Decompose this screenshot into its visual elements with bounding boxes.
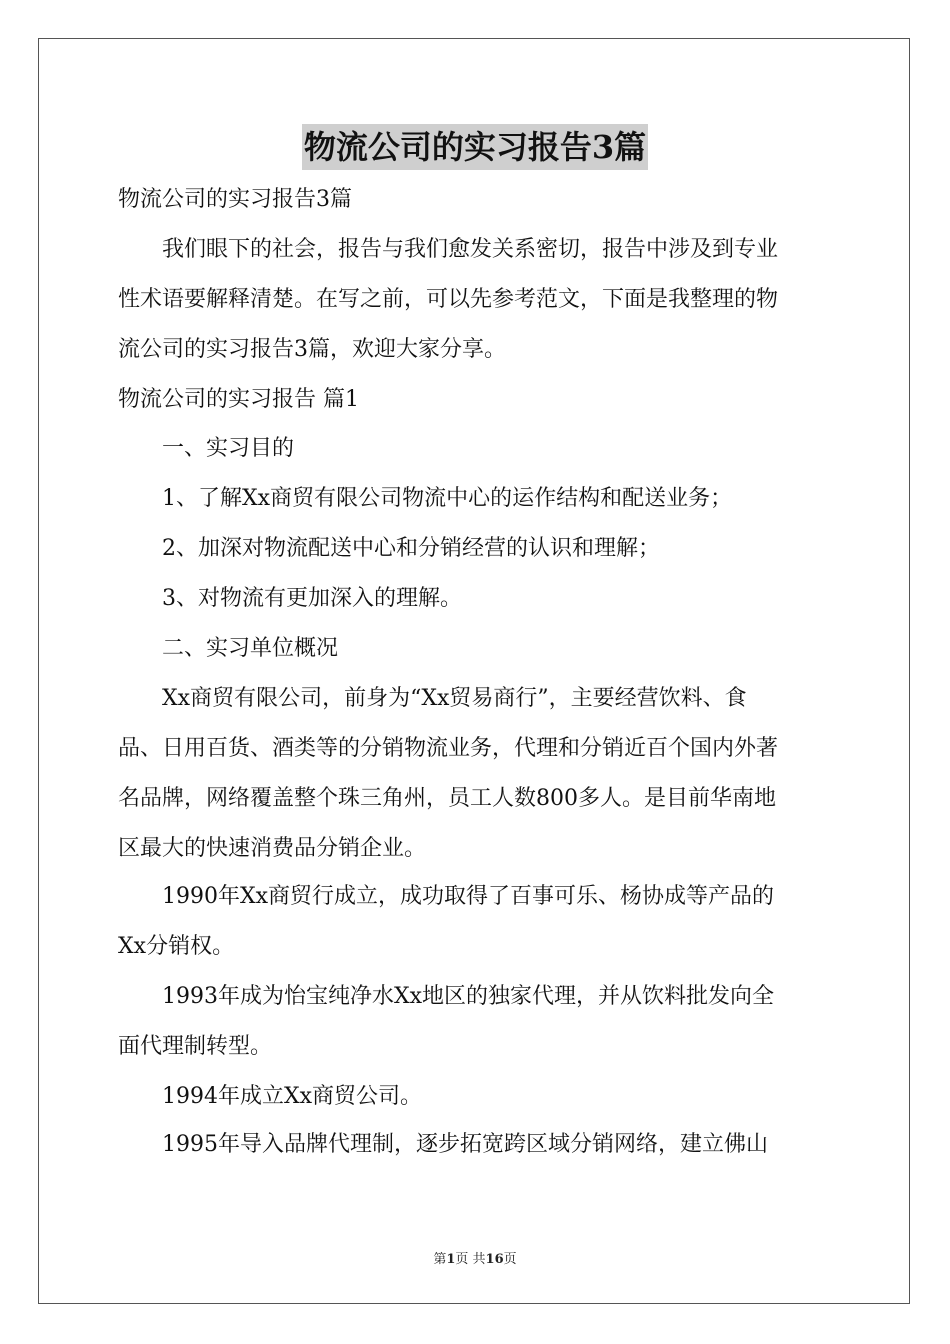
- document-title: 物流公司的实习报告3篇: [302, 124, 648, 170]
- history-line: 1990年Xx商贸行成立，成功取得了百事可乐、杨协成等产品的: [162, 884, 775, 909]
- page-mid: 页 共: [455, 1252, 486, 1267]
- history-line: 面代理制转型。: [118, 1034, 273, 1059]
- page-prefix: 第: [433, 1252, 447, 1267]
- purpose-item-3: 3、对物流有更加深入的理解。: [162, 586, 462, 611]
- page-suffix: 页: [503, 1252, 517, 1267]
- unit-line: 区最大的快速消费品分销企业。: [118, 836, 427, 861]
- unit-heading: 二、实习单位概况: [162, 636, 339, 661]
- document-subtitle: 物流公司的实习报告3篇: [118, 187, 352, 212]
- purpose-item-1: 1、了解Xx商贸有限公司物流中心的运作结构和配送业务；: [162, 486, 733, 511]
- intro-line: 性术语要解释清楚。在写之前，可以先参考范文，下面是我整理的物: [118, 287, 779, 312]
- unit-paragraph: [118, 674, 838, 874]
- history-1993-paragraph: [118, 972, 838, 1072]
- unit-line: 品、日用百货、酒类等的分销物流业务，代理和分销近百个国内外著: [118, 736, 779, 761]
- page-current: 1: [446, 1252, 456, 1267]
- page-footer: [0, 1248, 950, 1267]
- intro-line: 流公司的实习报告3篇，欢迎大家分享。: [118, 337, 506, 362]
- history-line: Xx分销权。: [118, 934, 235, 959]
- intro-line: 我们眼下的社会，报告与我们愈发关系密切，报告中涉及到专业: [162, 237, 779, 262]
- section-heading: 物流公司的实习报告 篇1: [118, 387, 359, 412]
- title-container: [0, 124, 950, 170]
- history-1995-paragraph: 1995年导入品牌代理制，逐步拓宽跨区域分销网络，建立佛山: [162, 1132, 768, 1157]
- unit-line: 名品牌，网络覆盖整个珠三角州，员工人数800多人。是目前华南地: [118, 786, 776, 811]
- unit-line: Xx商贸有限公司，前身为“Xx贸易商行”，主要经营饮料、食: [162, 686, 747, 711]
- page-total: 16: [485, 1252, 504, 1267]
- history-1994-paragraph: 1994年成立Xx商贸公司。: [162, 1084, 423, 1109]
- purpose-heading: 一、实习目的: [162, 436, 295, 461]
- history-line: 1993年成为怡宝纯净水Xx地区的独家代理，并从饮料批发向全: [162, 984, 775, 1009]
- intro-paragraph: [118, 225, 838, 375]
- purpose-item-2: 2、加深对物流配送中心和分销经营的认识和理解；: [162, 536, 660, 561]
- history-1990-paragraph: [118, 872, 838, 972]
